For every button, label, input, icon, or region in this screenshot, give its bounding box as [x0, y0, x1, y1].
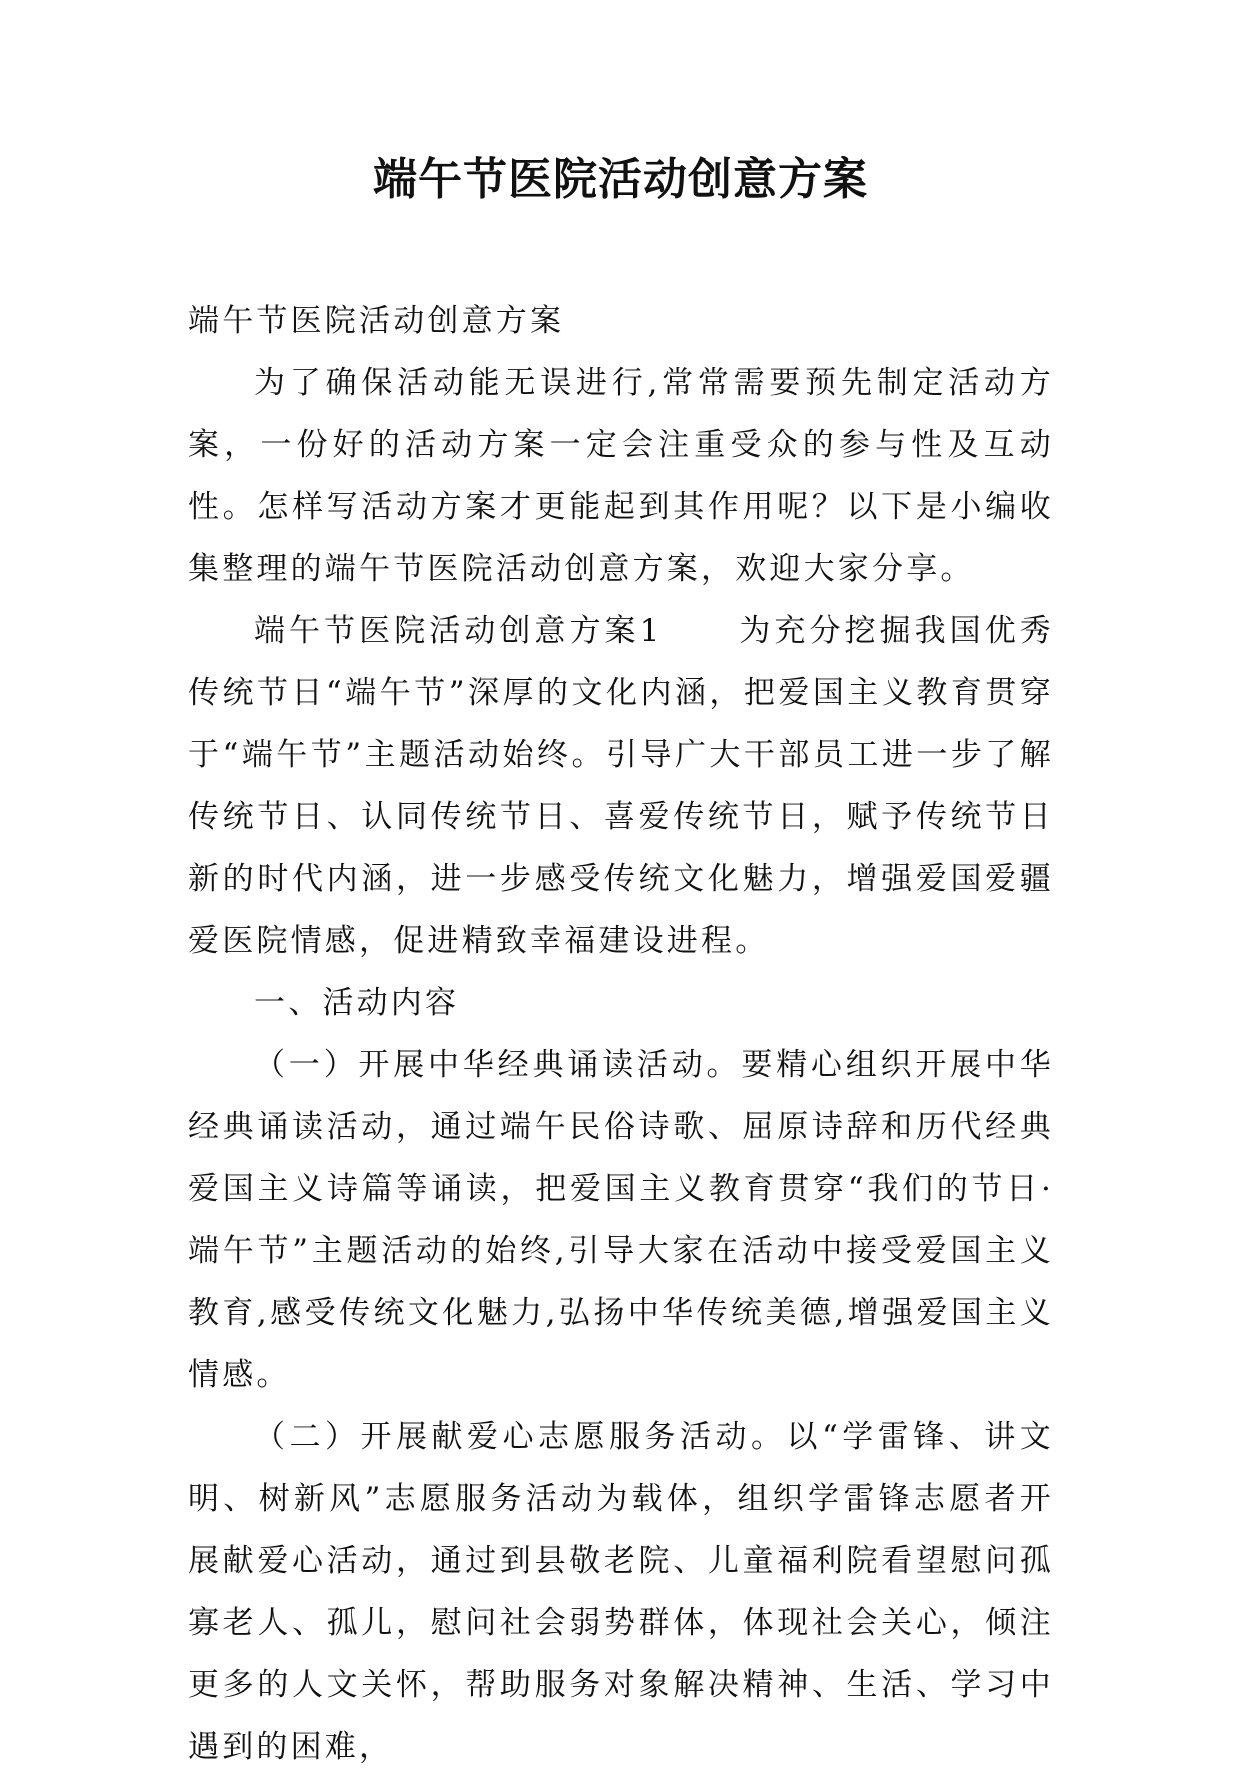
item2-paragraph: （二）开展献爱心志愿服务活动。以“学雷锋、讲文明、树新风”志愿服务活动为载体，组织学雷锋志愿者开展献爱心活动，通过到县敬老院、儿童福利院看望慰问孤寡老人、孤儿，慰问社会弱势群体，体现社会关心，倾注更多的人文关怀，帮助服务对象解决精神、生活、学习中遇到的困难， [188, 1419, 1054, 1765]
document-title: 端午节医院活动创意方案 [373, 154, 868, 205]
intro-paragraph: 为了确保活动能无误进行,常常需要预先制定活动方案，一份好的活动方案一定会注重受众的参与性及互动性。怎样写活动方案才更能起到其作用呢？以下是小编收集整理的端午节医院活动创意方案，欢迎大家分享。 [188, 365, 1054, 587]
document-body [188, 290, 1054, 1778]
plan1-heading: 端午节医院活动创意方案1 [254, 613, 663, 649]
plan1-text: 为充分挖掘我国优秀传统节日“端午节”深厚的文化内涵，把爱国主义教育贯穿于“端午节”主题活动始终。引导广大干部员工进一步了解传统节日、认同传统节日、喜爱传统节日，赋予传统节日新的时代内涵，进一步感受传统文化魅力，增强爱国爱疆爱医院情感，促进精致幸福建设进程。 [188, 613, 1054, 959]
item1-paragraph: （一）开展中华经典诵读活动。要精心组织开展中华经典诵读活动，通过端午民俗诗歌、屈原诗辞和历代经典爱国主义诗篇等诵读，把爱国主义教育贯穿“我们的节日·端午节”主题活动的始终,引导大家在活动中接受爱国主义教育,感受传统文化魅力,弘扬中华传统美德,增强爱国主义情感。 [188, 1047, 1054, 1393]
document-subtitle: 端午节医院活动创意方案 [188, 303, 565, 339]
section1-heading: 一、活动内容 [254, 985, 460, 1021]
plan1-paragraph [188, 600, 1054, 972]
